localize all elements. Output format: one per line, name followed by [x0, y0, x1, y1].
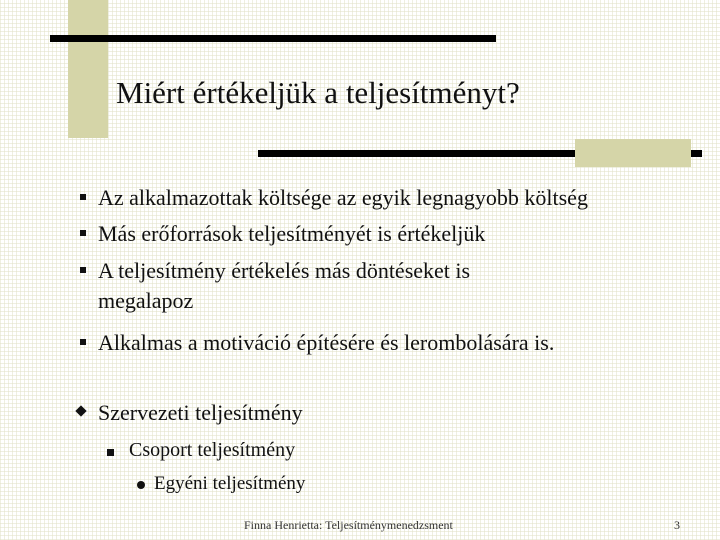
- bullet-text-line1: A teljesítmény értékelés más döntéseket is: [98, 258, 471, 283]
- level3-text: Egyéni teljesítmény: [154, 473, 306, 494]
- dot-bullet-icon: [137, 481, 145, 489]
- square-bullet-icon: [80, 230, 86, 236]
- page-number: 3: [674, 518, 680, 532]
- level2-text: Csoport teljesítmény: [129, 439, 296, 461]
- olive-decor-bar-right: [575, 139, 691, 167]
- bullet-text: Más erőforrások teljesítményét is értékeljük: [98, 221, 486, 246]
- square-bullet-icon: [80, 339, 86, 345]
- diamond-bullet-icon: [75, 405, 86, 416]
- level1-text: Szervezeti teljesítmény: [98, 400, 303, 425]
- bullet-text-line2: megalapoz: [98, 288, 194, 313]
- slide-title: Miért értékeljük a teljesítményt?: [116, 75, 520, 110]
- footer-text: Finna Henrietta: Teljesítménymenedzsment: [244, 518, 453, 532]
- square-bullet-icon: [80, 194, 86, 200]
- bullet-text: Alkalmas a motiváció építésére és lerombolására is.: [98, 330, 555, 355]
- square-bullet-icon: [107, 449, 114, 456]
- black-decor-bar-top: [50, 35, 496, 42]
- olive-decor-bar-left: [68, 0, 108, 138]
- bullet-text: Az alkalmazottak költsége az egyik legnagyobb költség: [98, 185, 588, 210]
- square-bullet-icon: [80, 267, 86, 273]
